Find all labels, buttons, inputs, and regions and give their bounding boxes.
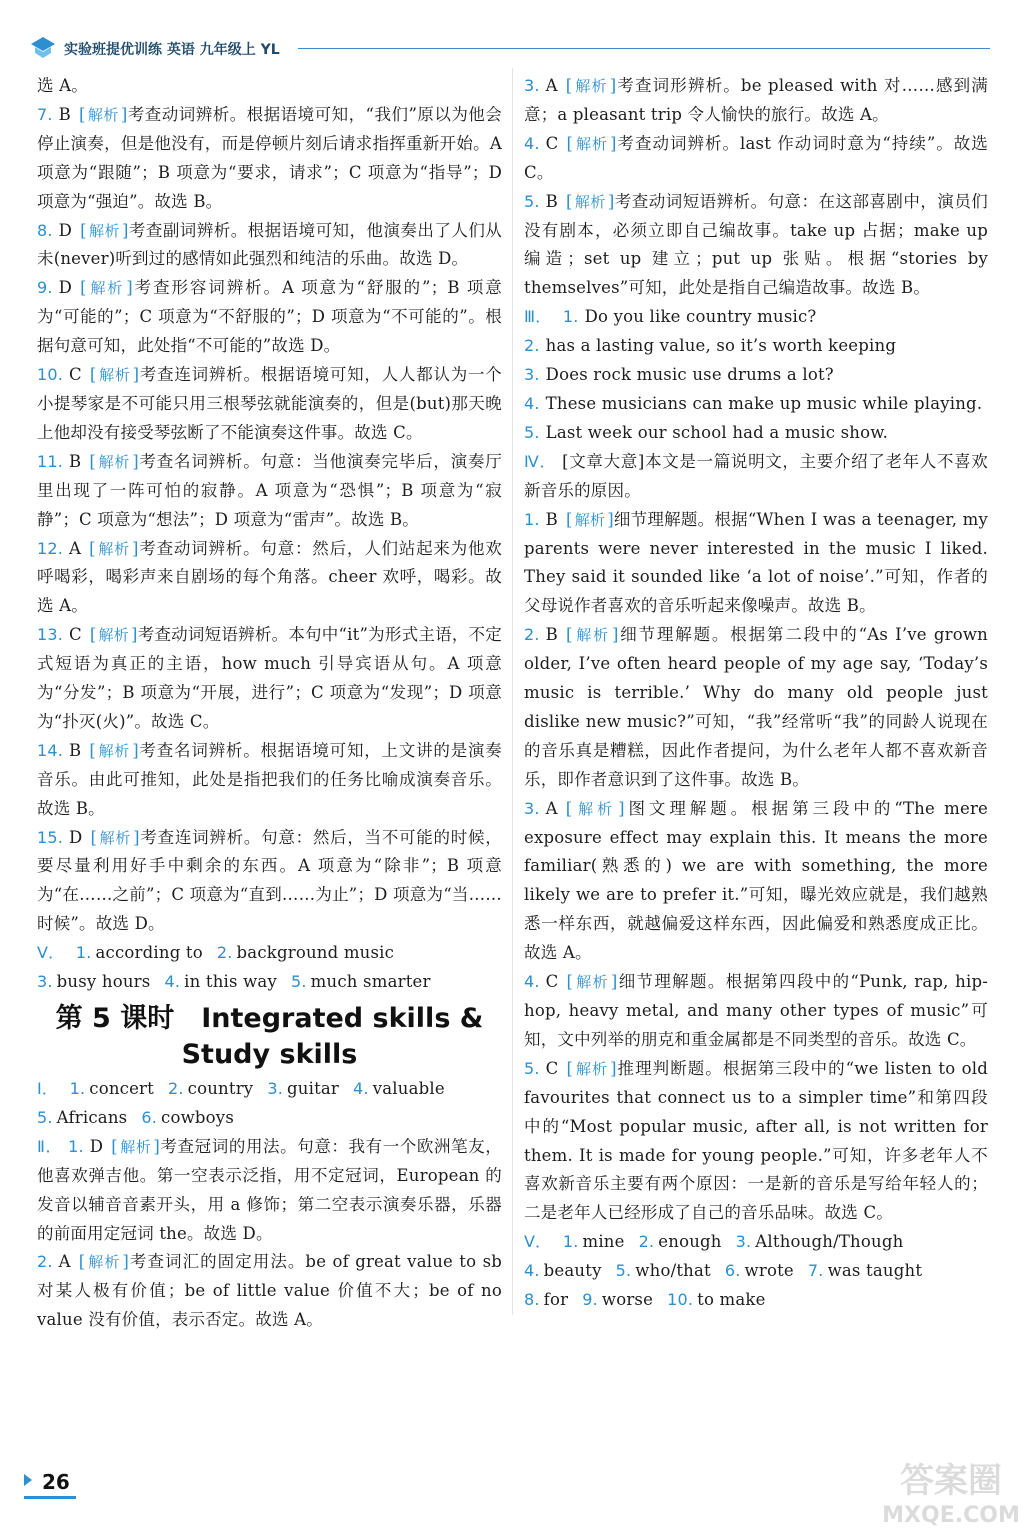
question-number: 4. xyxy=(524,972,540,992)
explanation-tag: 解析 xyxy=(87,1253,121,1272)
bracket-open: [ xyxy=(565,76,573,95)
short-answer xyxy=(37,972,150,991)
answer-text: concert xyxy=(89,1079,154,1098)
answer-item xyxy=(37,448,502,535)
lesson-title xyxy=(37,1001,502,1073)
answer-text: Although/Though xyxy=(755,1232,904,1252)
short-answer xyxy=(524,1290,568,1309)
question-number: 2. xyxy=(216,943,233,963)
bracket-open: [ xyxy=(565,798,573,818)
short-answer xyxy=(563,1232,625,1251)
section-label: Ⅰ． xyxy=(37,1079,59,1098)
explanation-tag: 解析 xyxy=(574,626,610,645)
answer-text: enough xyxy=(658,1232,722,1252)
page-number-text: 26 xyxy=(42,1470,70,1494)
answer-item xyxy=(524,130,988,188)
explanation-text: 细节理解题。根据第二段中的“As I’ve grown older, I’ve often heard people of my age say, ‘Today’s music is terrible.’ Why do many old people just dislike new music?”可知，“我”经常听“我”的同龄人说现在的音乐真是糟糕，因此作者提问，为什么老年人都不喜欢新音乐，即作者意识到了这件事。故选 B。 xyxy=(524,625,988,789)
question-number: 5. xyxy=(291,972,307,992)
answer-text: worse xyxy=(601,1290,654,1310)
question-number: 4. xyxy=(164,972,181,992)
lesson-title-line1: 第 5 课时 Integrated skills & xyxy=(55,1003,484,1034)
explanation-text: 图文理解题。根据第三段中的“The mere exposure effect may explain this. It means the more familiar(熟悉的) we are with something, the more likely we are to prefer it.”可知，曝光效应就是，我们越熟悉一样东西，就越偏爱这样东西，因此偏爱和熟悉度成正比。故选 A。 xyxy=(524,798,988,963)
right-column xyxy=(524,72,988,1315)
explanation-text: 细节理解题。根据第四段中的“Punk, rap, hip-hop, heavy metal, and many other types of music”可知，文中列举的朋克和重金属都是不同类型的音乐。故选 C。 xyxy=(524,972,988,1049)
question-number: 1. xyxy=(69,1079,86,1098)
question-number: 1. xyxy=(562,307,579,327)
question-number: 5. xyxy=(524,191,540,211)
section-label: Ⅴ． xyxy=(37,943,65,963)
answer-text: Last week our school had a music show. xyxy=(545,422,889,442)
answer-item xyxy=(524,361,988,390)
bracket-close: ] xyxy=(132,365,140,385)
answer-item xyxy=(524,795,988,968)
summary-text: 本文是一篇说明文，主要介绍了老年人不喜欢新音乐的原因。 xyxy=(524,451,989,500)
explanation-tag: 解析 xyxy=(574,510,606,529)
short-answer xyxy=(217,943,394,962)
bracket-close: ] xyxy=(132,538,139,558)
question-number: 1. xyxy=(75,943,92,963)
answer-letter: B xyxy=(69,740,82,760)
bracket-open: [ xyxy=(78,1252,86,1272)
answer-text: wrote xyxy=(744,1261,794,1281)
question-number: 3. xyxy=(267,1079,283,1098)
question-number: 15. xyxy=(37,827,64,847)
question-number: 1. xyxy=(68,1136,84,1156)
question-number: 8. xyxy=(37,220,53,240)
question-number: 3. xyxy=(524,798,540,818)
answer-text: Africans xyxy=(56,1107,128,1127)
section-i-answers-row2 xyxy=(37,1104,502,1133)
section-iv-summary xyxy=(524,448,988,506)
bracket-open: [ xyxy=(89,451,97,471)
answer-item xyxy=(524,506,988,622)
lesson-title-line2: Study skills xyxy=(181,1039,358,1070)
question-number: 4. xyxy=(524,1261,540,1281)
explanation-text: 考查词汇的固定用法。be of great value to sb 对某人极有价值；be of little value 价值不大；be of no value 没有价值，表示否定。故选 A。 xyxy=(37,1252,503,1330)
answer-item xyxy=(37,737,502,824)
explanation-text: 考查名词辨析。根据语境可知，上文讲的是演奏音乐。由此可推知，此处是指把我们的任务比喻成演奏音乐。故选 B。 xyxy=(37,740,502,818)
question-number: 2. xyxy=(167,1079,184,1098)
answer-item xyxy=(524,968,988,1055)
section-iii-answers xyxy=(524,332,988,448)
section-label: Ⅴ． xyxy=(524,1232,552,1252)
short-answer xyxy=(582,1290,653,1309)
answer-letter: B xyxy=(58,104,71,124)
page-header xyxy=(30,34,990,64)
bracket-open: [ xyxy=(566,509,573,529)
explanation-text: 考查连词辨析。根据语境可知，人人都认为一个小提琴家是不可能只用三根琴弦就能演奏的，但是(but)那天晚上他却没有接受琴弦断了不能演奏这件事。故选 C。 xyxy=(37,365,502,442)
explanation-tag: 解析 xyxy=(98,366,131,385)
short-answer xyxy=(639,1232,722,1251)
answer-item xyxy=(524,621,988,794)
short-answer xyxy=(353,1079,445,1098)
explanation-text: 考查动词短语辨析。本句中“it”为形式主语，不定式短语为真正的主语，how much 引导宾语从句。A 项意为“分发”；B 项意为“开展，进行”；C 项意为“发现”；D 项意为“扑灭(火)”。故选 C。 xyxy=(37,625,502,731)
left-answer-list xyxy=(37,101,502,939)
answer-letter: D xyxy=(89,1136,104,1156)
bracket-open: [ xyxy=(566,133,574,153)
explanation-tag: 解析 xyxy=(88,279,125,298)
question-number: 7. xyxy=(37,104,53,124)
bracket-close: ] xyxy=(120,104,128,124)
answer-letter: C xyxy=(545,133,559,153)
answer-letter: B xyxy=(69,451,82,471)
bracket-close: ] xyxy=(126,278,133,298)
bracket-open: [ xyxy=(566,972,574,992)
explanation-tag: 解析 xyxy=(575,1059,609,1078)
book-title: 实验班提优训练 英语 九年级上 YL xyxy=(64,42,280,58)
section-v-answers xyxy=(524,1228,988,1257)
question-number: 3. xyxy=(37,972,53,992)
bracket-close: ] xyxy=(132,451,139,471)
answer-item xyxy=(37,217,502,275)
explanation-text: 考查动词辨析。句意：然后，人们站起来为他欢呼喝彩，喝彩声来自剧场的每个角落。cheer 欢呼，喝彩。故选 A。 xyxy=(37,538,503,616)
answer-letter: A xyxy=(58,1252,71,1272)
page-underline xyxy=(24,1496,76,1499)
explanation-tag: 解析 xyxy=(98,741,131,760)
question-number: 2. xyxy=(638,1232,655,1252)
explanation-tag: 解析 xyxy=(97,539,131,558)
answer-letter: C xyxy=(545,972,559,992)
answer-letter: D xyxy=(58,220,73,240)
section-label: Ⅳ． xyxy=(524,451,557,471)
explanation-tag: 解析 xyxy=(575,973,609,992)
explanation-text: 考查连词辨析。句意：然后，当不可能的时候，要尽量利用好手中剩余的东西。A 项意为“除非”；B 项意为“在……之前”；C 项意为“直到……为止”；D 项意为“当……时候”。故选 D。 xyxy=(37,827,502,934)
question-number: 1. xyxy=(524,509,540,529)
explanation-tag: 解析 xyxy=(575,134,608,153)
explanation-tag: 解析 xyxy=(88,221,120,240)
section-v-answers-row2 xyxy=(524,1257,988,1286)
question-number: 9. xyxy=(582,1290,598,1310)
section-iv-answers xyxy=(524,506,988,1229)
watermark-text-url: MXQE.COM xyxy=(882,1503,1020,1528)
question-number: 3. xyxy=(524,365,540,385)
answer-text: guitar xyxy=(287,1079,340,1098)
summary-tag: [文章大意] xyxy=(562,451,645,471)
answer-text: to make xyxy=(697,1290,766,1310)
explanation-tag: 解析 xyxy=(98,626,130,645)
bracket-close: ] xyxy=(609,76,617,95)
explanation-text: 考查动词辨析。last 作动词时意为“持续”。故选 C。 xyxy=(524,133,989,182)
question-number: 5. xyxy=(524,1058,540,1078)
question-number: 6. xyxy=(724,1261,741,1281)
bracket-open: [ xyxy=(80,278,87,298)
question-number: 2. xyxy=(524,336,540,356)
explanation-tag: 解析 xyxy=(87,105,119,124)
question-number: 2. xyxy=(37,1252,53,1272)
bracket-close: ] xyxy=(131,625,138,645)
answer-text: has a lasting value, so it’s worth keeping xyxy=(545,336,897,356)
section-ii-answers xyxy=(37,1133,502,1335)
answer-text: much smarter xyxy=(310,972,431,992)
question-number: 3. xyxy=(524,76,540,95)
section-v-answers xyxy=(37,939,502,968)
short-answer xyxy=(76,943,203,962)
bracket-close: ] xyxy=(607,509,614,529)
answer-letter: C xyxy=(69,365,82,385)
answer-letter: B xyxy=(545,625,558,645)
bracket-close: ] xyxy=(610,1058,617,1078)
header-rule xyxy=(298,48,990,49)
explanation-tag: 解析 xyxy=(574,77,608,95)
book-logo-icon xyxy=(30,34,56,60)
bracket-close: ] xyxy=(121,220,129,240)
bracket-open: [ xyxy=(80,220,87,240)
short-answer xyxy=(291,972,431,991)
short-answer xyxy=(725,1261,794,1280)
bracket-open: [ xyxy=(89,365,97,385)
answer-letter: D xyxy=(58,278,73,298)
question-number: 5. xyxy=(37,1107,53,1127)
question-number: 10. xyxy=(667,1290,694,1310)
answer-item xyxy=(524,332,988,361)
explanation-tag: 解析 xyxy=(98,452,131,471)
explanation-text: 考查动词短语辨析。句意：在这部喜剧中，演员们没有剧本，必须立即自己编故事。take up 占据；make up 编造；set up 建立；put up 张贴。根据“stories by themselves”可知，此处是指自己编造故事。故选 B。 xyxy=(524,191,988,298)
short-answer xyxy=(141,1108,234,1127)
section-iii-first xyxy=(524,303,988,332)
answer-text: cowboys xyxy=(161,1107,234,1127)
short-answer xyxy=(667,1290,766,1309)
explanation-tag: 解析 xyxy=(119,1137,152,1156)
answer-text: background music xyxy=(236,943,395,963)
bracket-open: [ xyxy=(90,827,98,847)
explanation-text: 考查词形辨析。be pleased with 对……感到满意；a pleasant trip 令人愉快的旅行。故选 A。 xyxy=(524,76,988,124)
answer-letter: A xyxy=(545,76,558,95)
question-number: 13. xyxy=(37,625,64,645)
answer-item xyxy=(37,535,502,622)
section-v-answers-row3 xyxy=(524,1286,988,1315)
explanation-tag: 解析 xyxy=(574,799,617,818)
answer-text: Do you like country music? xyxy=(584,307,817,327)
answer-text: for xyxy=(543,1290,569,1310)
question-number: 5. xyxy=(524,422,540,442)
answer-item xyxy=(524,419,988,448)
watermark-text-main: 答案圈 xyxy=(900,1461,1002,1501)
question-number: 8. xyxy=(524,1290,540,1310)
answer-item xyxy=(37,824,502,940)
short-answer xyxy=(524,1261,602,1280)
short-answer xyxy=(70,1079,154,1098)
explanation-text: 推理判断题。根据第三段中的“we listen to old favourites that connect us to a simpler time”和第四段中的“Most popular music, after all, is not written for them. It is made for young people.”可知，许多老年人不喜欢新音乐主要有两个原因：一是新的音乐是写给年轻人的；二是老年人已经形成了自己的音乐品味。故选 C。 xyxy=(524,1058,988,1223)
question-number: 11. xyxy=(37,451,64,471)
bracket-open: [ xyxy=(89,625,97,645)
bracket-open: [ xyxy=(566,625,573,645)
bracket-close: ] xyxy=(153,1136,161,1156)
question-number: 12. xyxy=(37,538,64,558)
answer-item xyxy=(37,621,502,737)
answer-text: according to xyxy=(95,943,203,963)
answer-text: Does rock music use drums a lot? xyxy=(545,365,834,385)
question-number: 4. xyxy=(353,1079,369,1098)
question-number: 4. xyxy=(524,133,540,153)
explanation-tag: 解析 xyxy=(99,828,132,847)
answer-text: was taught xyxy=(827,1261,923,1281)
answer-text: These musicians can make up music while playing. xyxy=(545,393,983,413)
answer-item xyxy=(37,274,502,361)
section-i-answers xyxy=(37,1075,502,1104)
explanation-text: 考查副词辨析。根据语境可知，他演奏出了人们从未(never)听到过的感情如此强烈和纯洁的乐曲。故选 D。 xyxy=(37,220,502,269)
answer-letter: B xyxy=(545,509,558,529)
explanation-text: 考查名词辨析。句意：当他演奏完毕后，演奏厅里出现了一阵可怕的寂静。A 项意为“恐惧”；B 项意为“寂静”；C 项意为“想法”；D 项意为“雷声”。故选 B。 xyxy=(37,451,502,529)
explanation-text: 细节理解题。根据“When I was a teenager, my parents were never interested in the music I liked. They said it sounded like ‘a lot of noise’.”可知，作者的父母说作者喜欢的音乐听起来像噪声。故选 B。 xyxy=(524,509,988,616)
question-number: 2. xyxy=(524,625,540,645)
bracket-open: [ xyxy=(79,104,86,124)
bracket-open: [ xyxy=(566,1058,574,1078)
answer-item xyxy=(37,361,502,448)
bracket-open: [ xyxy=(89,538,96,558)
answer-text: mine xyxy=(582,1232,625,1252)
bracket-open: [ xyxy=(89,740,97,760)
answer-letter: C xyxy=(69,625,82,645)
bracket-close: ] xyxy=(609,133,617,153)
answer-item xyxy=(524,72,988,130)
bracket-open: [ xyxy=(111,1136,118,1156)
bracket-close: ] xyxy=(610,972,618,992)
answer-text: country xyxy=(187,1079,254,1098)
short-answer xyxy=(37,1108,127,1127)
bracket-close: ] xyxy=(133,827,140,847)
answer-item xyxy=(37,101,502,217)
answer-item xyxy=(37,1248,502,1335)
question-number: 1. xyxy=(562,1232,579,1252)
short-answer xyxy=(168,1079,253,1098)
answer-letter: D xyxy=(69,827,83,847)
short-answer xyxy=(267,1079,339,1098)
explanation-text: 考查形容词辨析。A 项意为“舒服的”；B 项意为“可能的”；C 项意为“不舒服的”；D 项意为“不可能的”。根据句意可知，此处指“不可能的”故选 D。 xyxy=(37,278,502,356)
question-number: 4. xyxy=(524,393,540,413)
explanation-tag: 解析 xyxy=(574,192,606,211)
question-number: 10. xyxy=(37,365,64,385)
page-marker-icon xyxy=(24,1474,32,1486)
answer-item xyxy=(524,1055,988,1228)
question-number: 5. xyxy=(615,1261,632,1281)
answer-text: valuable xyxy=(372,1079,445,1098)
section-label: Ⅱ． xyxy=(37,1136,63,1156)
short-answer xyxy=(808,1261,922,1280)
bracket-close: ] xyxy=(611,625,619,645)
question-number: 14. xyxy=(37,740,64,760)
bracket-open: [ xyxy=(566,191,573,211)
answer-item xyxy=(37,1133,502,1249)
short-answer xyxy=(164,972,277,991)
question-number: 9. xyxy=(37,278,53,298)
answer-letter: A xyxy=(69,538,82,558)
answer-text: in this way xyxy=(184,972,277,992)
watermark-logo-icon xyxy=(876,1450,1026,1530)
question-number: 7. xyxy=(807,1261,824,1281)
bracket-close: ] xyxy=(607,191,615,211)
answer-letter: B xyxy=(545,191,558,211)
answer-text: beauty xyxy=(543,1261,602,1281)
short-answer xyxy=(736,1232,904,1251)
section-v-answers-row2 xyxy=(37,968,502,997)
continuation-text: 选 A。 xyxy=(37,76,88,95)
explanation-text: 考查动词辨析。根据语境可知，“我们”原以为他会停止演奏，但是他没有，而是停顿片刻后请求指挥重新开始。A 项意为“跟随”；B 项意为“要求，请求”；C 项意为“指导”；D 项意为“强迫”。故选 B。 xyxy=(37,104,502,211)
section-label: Ⅲ． xyxy=(524,307,552,327)
answer-letter: C xyxy=(545,1058,559,1078)
answer-text: who/that xyxy=(635,1261,711,1281)
answer-item xyxy=(524,188,988,304)
bracket-close: ] xyxy=(618,798,625,818)
bracket-close: ] xyxy=(122,1252,130,1272)
short-answer xyxy=(616,1261,711,1280)
right-answer-list xyxy=(524,72,988,303)
explanation-text: 考查冠词的用法。句意：我有一个欧洲笔友，他喜欢弹吉他。第一空表示泛指，用不定冠词，European 的发音以辅音音素开头，用 a 修饰；第二空表示演奏乐器，乐器的前面用定冠词 the。故选 D。 xyxy=(37,1136,502,1243)
answer-text: busy hours xyxy=(56,972,151,992)
question-number: 3. xyxy=(735,1232,752,1252)
question-number: 6. xyxy=(141,1107,158,1127)
answer-item xyxy=(524,390,988,419)
left-column xyxy=(37,72,502,1335)
answer-letter: A xyxy=(545,798,558,818)
bracket-close: ] xyxy=(132,740,139,760)
